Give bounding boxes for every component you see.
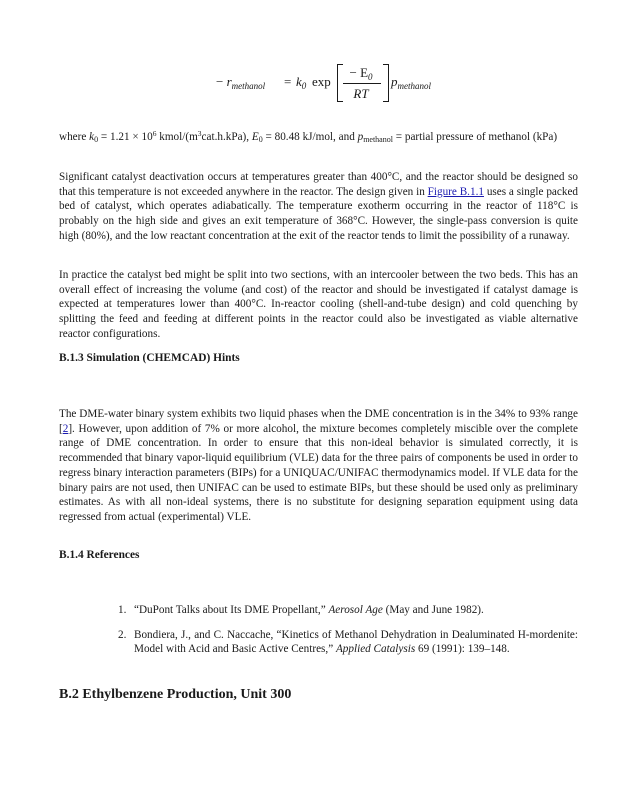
heading-section-b2: B.2 Ethylbenzene Production, Unit 300 bbox=[59, 687, 292, 702]
equation-p-methanol: $p_{methanol}$ bbox=[391, 74, 431, 91]
citation-link-2[interactable]: 2 bbox=[62, 422, 69, 435]
heading-simulation-hints: B.1.3 Simulation (CHEMCAD) Hints bbox=[59, 352, 240, 364]
heading-references: B.1.4 References bbox=[59, 549, 140, 561]
equation-k0: $k_0$ bbox=[296, 74, 307, 91]
equation-lhs: − $r_{methanol}$ bbox=[216, 74, 266, 91]
reference-item: 1. “DuPont Talks about Its DME Propellant,” Aerosol Age (May and June 1982). bbox=[118, 604, 484, 616]
figure-b11-link[interactable]: Figure B.1.1 bbox=[427, 185, 484, 198]
paragraph-catalyst-bed: In practice the catalyst bed might be split into two sections, with an intercooler between the two beds. This has an overall effect of increasing the volume (and cost) of the reactor and should be investigated if catalyst damage is expected at temperatures lower than 400°C. In-reactor cooling (shell-and-tube design) and cold quenching by splitting the feed and feeding at different points in the reactor could also be investigated as viable alternative reactor configurations. bbox=[59, 269, 578, 340]
equation-denominator: RT bbox=[353, 86, 369, 101]
reference-list bbox=[118, 603, 578, 667]
equation-equals: = bbox=[284, 74, 292, 89]
equation-definitions: where $k_0 = 1.21 \times 10^6$ kmol/$(m^3cat.h.kPa)$, $E_0 = 80.48$ kJ/mol, and $p_{methanol}$ = partial pressure of methanol (kPa) bbox=[59, 129, 558, 144]
reference-item: 2. Bondiera, J., and C. Naccache, “Kinetics of Methanol Dehydration in Dealuminated H-mordenite: Model with Acid and Basic Active Centres,” Applied Catalysis 69 (1991): 139–148. bbox=[118, 628, 578, 656]
rate-equation bbox=[216, 64, 436, 104]
paragraph-dme-water: The DME-water binary system exhibits two liquid phases when the DME concentration is in the 34% to 93% range [2]. However, upon addition of 7% or more alcohol, the mixture becomes completely miscible over the complete range of DME concentration. In order to ensure that this non-ideal behavior is simulated correctly, it is recommended that binary vapor-liquid equilibrium (VLE) data for the three pairs of components be used in order to regress binary interaction parameters (BIPs) for a UNIQUAC/UNIFAC thermodynamics model. If VLE data for the binary pairs are not used, then UNIFAC can be used to estimate BIPs, but these should be used only as preliminary estimates. As with all non-ideal systems, there is no substitute for designing separation equipment using data regressed from actual (experimental) VLE. bbox=[59, 408, 578, 523]
equation-numerator: − $E_0$ bbox=[349, 65, 373, 82]
equation-exp: exp bbox=[312, 74, 331, 89]
paragraph-catalyst-deactivation: Significant catalyst deactivation occurs at temperatures greater than 400°C, and the reactor should be designed so that this temperature is not exceeded anywhere in the reactor. The design given in Figure B.1.1 uses a single packed bed of catalyst, which operates adiabatically. The temperature exotherm occurring in the reactor of 118°C is probably on the high side and gives an exit temperature of 368°C. However, the single-pass conversion is quite high (80%), and the low reactant concentration at the exit of the reactor tends to limit the possibility of a runaway. bbox=[59, 171, 579, 242]
right-bracket bbox=[383, 64, 389, 102]
fraction-bar bbox=[343, 83, 381, 84]
